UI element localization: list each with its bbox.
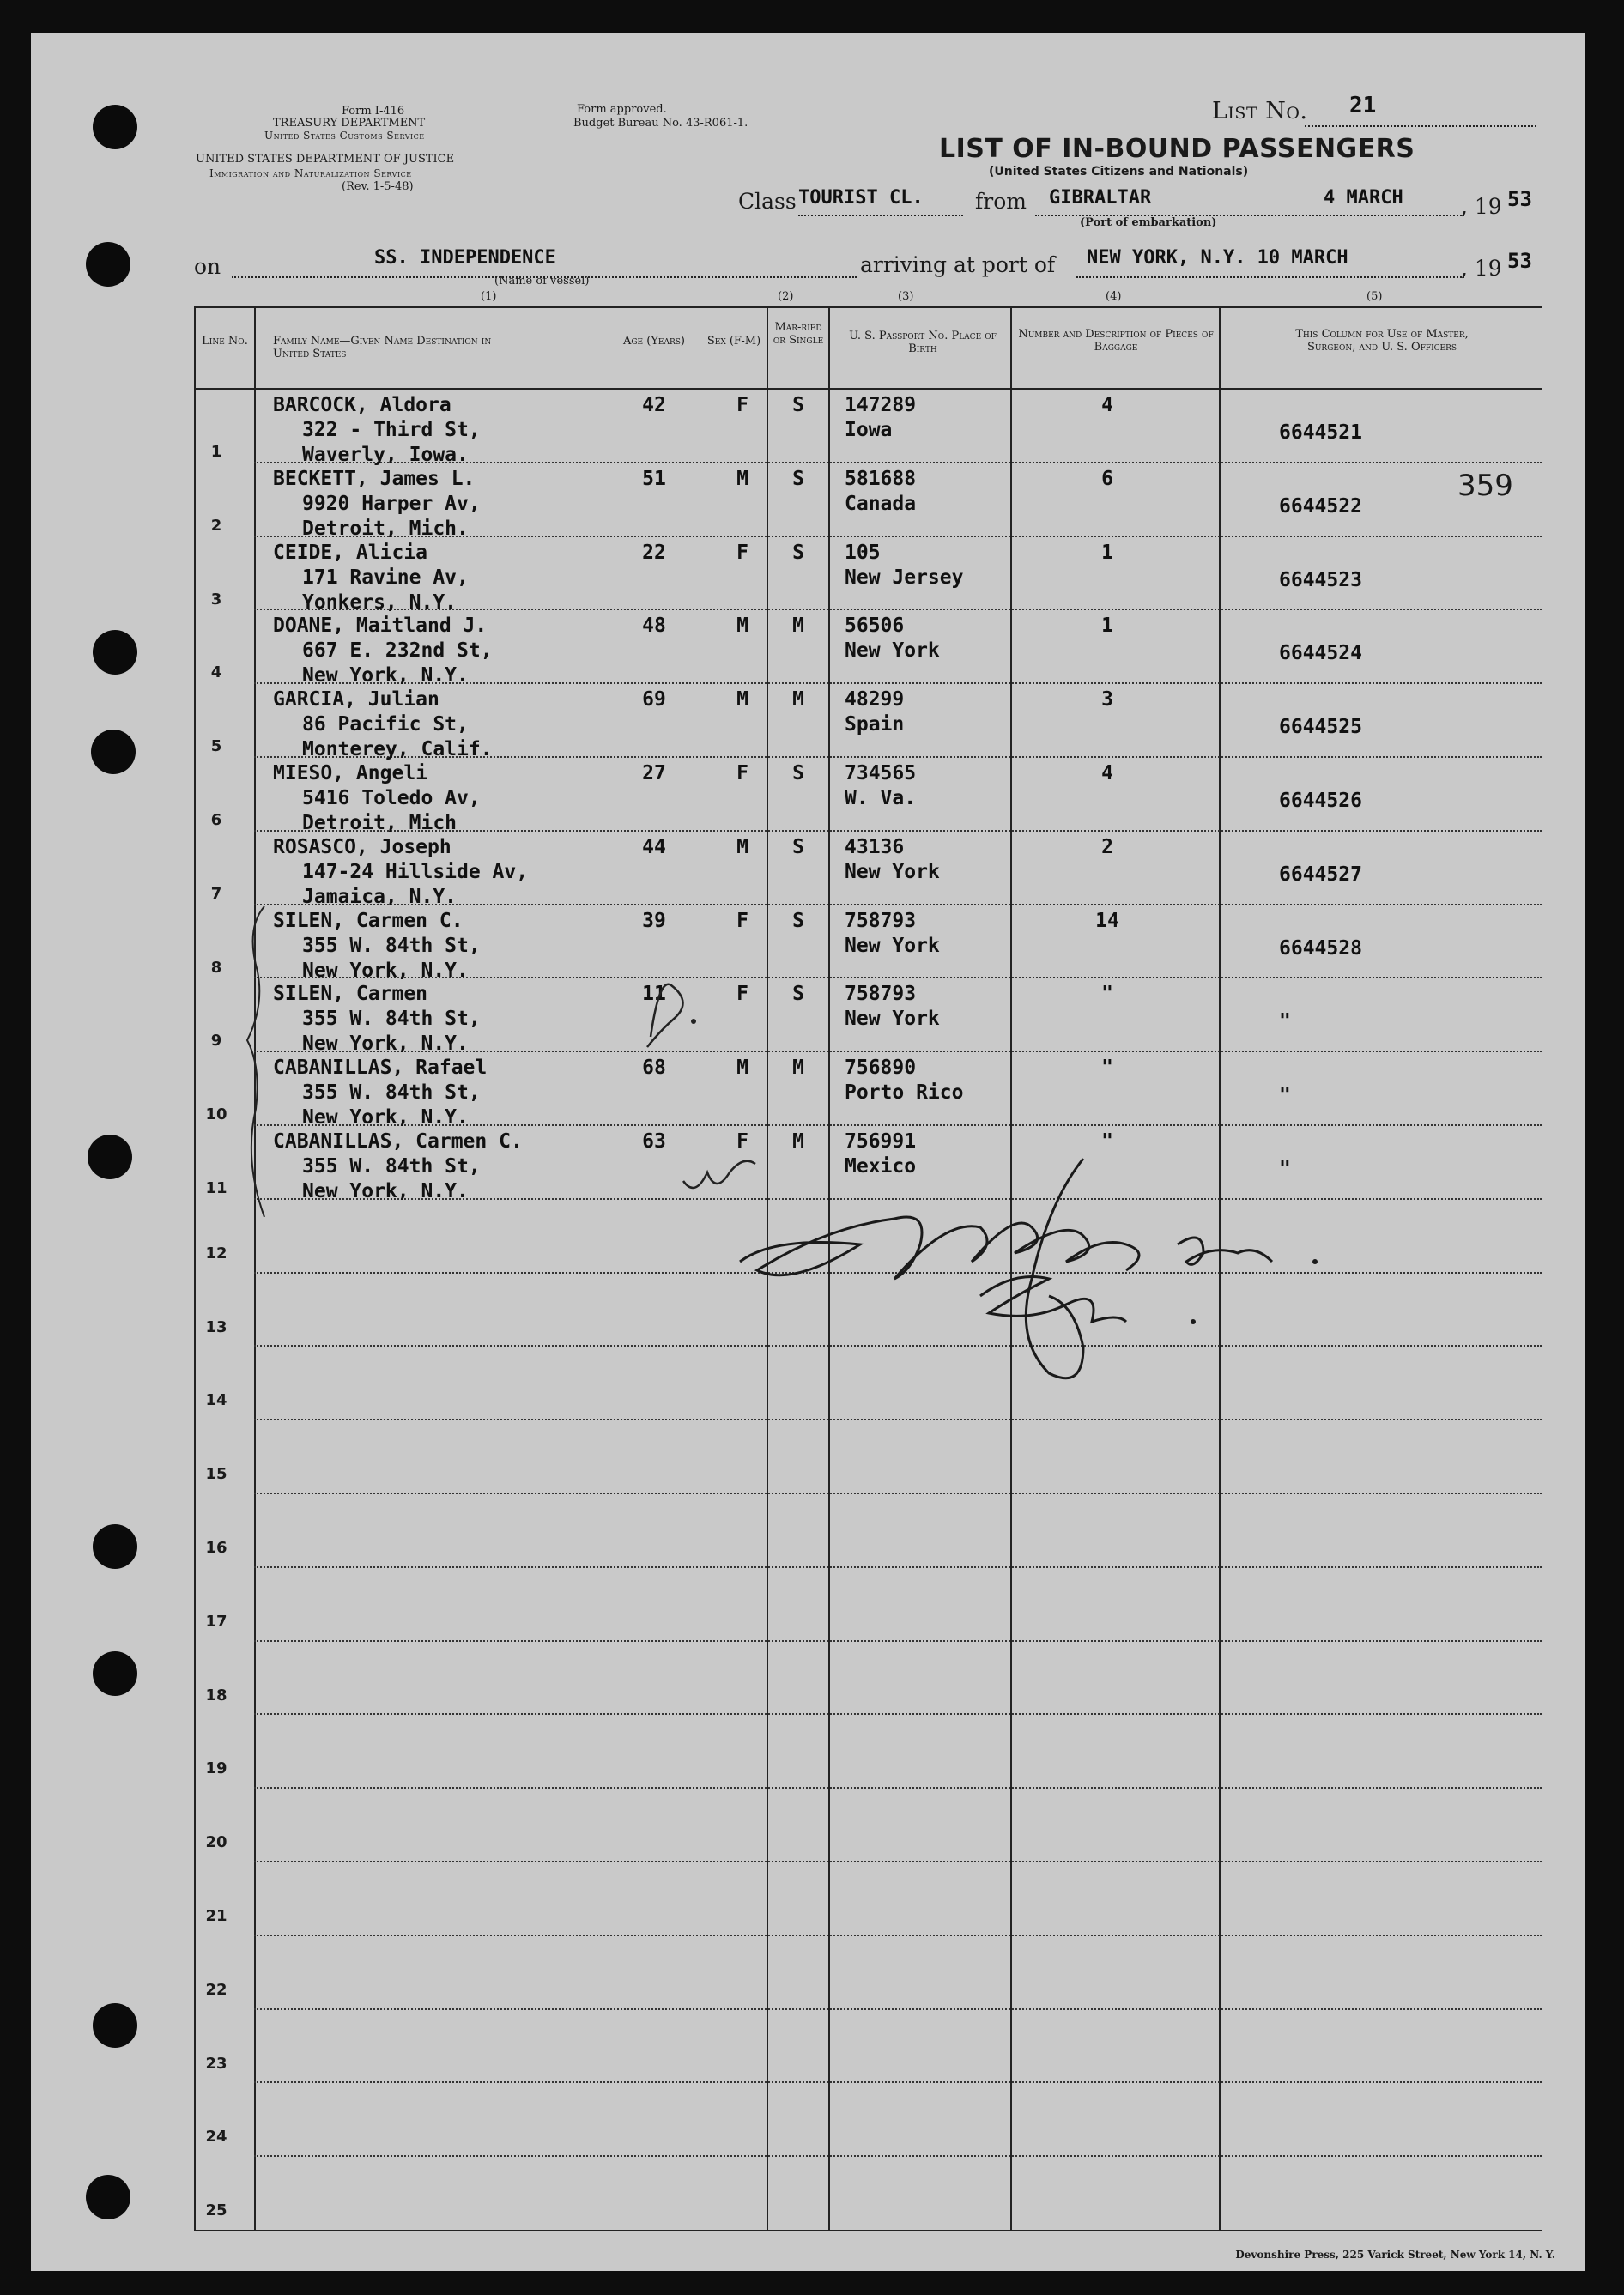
passport-number: 758793	[845, 909, 917, 932]
address-line-1: 355 W. 84th St,	[302, 1155, 481, 1178]
list-no-underline	[1305, 125, 1536, 127]
margin-page-number: 359	[1457, 469, 1513, 503]
address-line-2: New York, N.Y.	[302, 1106, 469, 1129]
table-bottom-border	[194, 2230, 1542, 2231]
address-line-2: New York, N.Y.	[302, 959, 469, 982]
vessel-name: SS. INDEPENDENCE	[374, 247, 556, 269]
col-head-officers: This Column for Use of Master, Surgeon, and U. S. Officers	[1295, 328, 1469, 354]
address-line-2: Monterey, Calif.	[302, 738, 493, 761]
married-status: S	[792, 909, 804, 932]
address-line-1: 355 W. 84th St,	[302, 1081, 481, 1105]
class-underline	[798, 215, 963, 216]
baggage-count: 4	[1101, 394, 1113, 416]
place-of-birth: Spain	[845, 713, 905, 736]
baggage-count: "	[1101, 983, 1113, 1006]
line-number: 23	[205, 2054, 227, 2073]
line-number: 14	[205, 1391, 227, 1410]
officer-number: "	[1279, 1084, 1291, 1107]
married-status: M	[792, 615, 804, 638]
page-title: LIST OF IN-BOUND PASSENGERS	[939, 134, 1415, 164]
list-no-value: 21	[1349, 93, 1377, 118]
passenger-name: GARCIA, Julian	[273, 688, 439, 712]
passport-number: 43136	[845, 835, 905, 858]
baggage-count: 14	[1095, 909, 1119, 932]
col-head-name: Family Name—Given Name Destination in United States	[273, 335, 492, 360]
handwritten-check-mark	[642, 968, 719, 1054]
justice-dept: UNITED STATES DEPARTMENT OF JUSTICE	[196, 153, 455, 166]
line-number: 20	[205, 1833, 227, 1852]
punch-hole	[93, 1651, 137, 1696]
col-num-5: (5)	[1366, 290, 1383, 303]
passenger-sex: M	[736, 835, 748, 858]
married-status: M	[792, 1130, 804, 1153]
married-status: S	[792, 762, 804, 784]
address-line-1: 147-24 Hillside Av,	[302, 860, 529, 883]
passenger-name: BECKETT, James L.	[273, 467, 476, 490]
line-number: 5	[210, 737, 222, 756]
col-divider-line	[254, 306, 256, 2231]
place-of-birth: New York	[845, 860, 940, 883]
revision-date: (Rev. 1-5-48)	[342, 180, 414, 193]
passenger-sex: M	[736, 1057, 748, 1080]
line-number: 10	[205, 1105, 227, 1124]
married-status: M	[792, 688, 804, 712]
col-head-sex: Sex (F-M)	[706, 335, 761, 348]
form-approved: Form approved.	[577, 103, 667, 116]
married-status: S	[792, 467, 804, 490]
embark-date: 4 MARCH	[1324, 187, 1403, 209]
punch-hole	[93, 105, 137, 149]
passenger-name: CABANILLAS, Rafael	[273, 1057, 488, 1080]
place-of-birth: Mexico	[845, 1155, 917, 1178]
address-line-2: New York, N.Y.	[302, 1032, 469, 1056]
col-head-baggage: Number and Description of Pieces of Baggage	[1018, 328, 1214, 354]
line-number: 15	[205, 1465, 227, 1484]
passenger-sex: F	[736, 541, 748, 564]
arrival-underline	[1076, 276, 1464, 278]
married-status: S	[792, 394, 804, 416]
list-no-label: List No.	[1212, 98, 1308, 124]
line-number: 24	[205, 2128, 227, 2147]
arrival-year-prefix: , 19	[1461, 256, 1502, 281]
passenger-name: SILEN, Carmen	[273, 983, 428, 1006]
line-number: 2	[210, 516, 222, 535]
place-of-birth: Canada	[845, 492, 917, 515]
officer-number: "	[1279, 1010, 1291, 1033]
passenger-age: 11	[642, 983, 666, 1006]
embark-year: 53	[1507, 187, 1532, 211]
passenger-sex: F	[736, 983, 748, 1006]
baggage-count: "	[1101, 1057, 1113, 1080]
passenger-age: 44	[642, 835, 666, 858]
page-subtitle: (United States Citizens and Nationals)	[989, 165, 1249, 179]
punch-hole	[91, 730, 136, 774]
address-line-2: Yonkers, N.Y.	[302, 590, 458, 614]
address-line-1: 667 E. 232nd St,	[302, 639, 493, 663]
address-line-1: 9920 Harper Av,	[302, 492, 481, 515]
passenger-name: BARCOCK, Aldora	[273, 394, 451, 416]
passport-number: 756991	[845, 1130, 917, 1153]
row-separator	[254, 1713, 1542, 1715]
address-line-2: Detroit, Mich	[302, 812, 458, 834]
line-number: 17	[205, 1612, 227, 1631]
row-separator	[254, 1861, 1542, 1862]
passenger-name: SILEN, Carmen C.	[273, 909, 464, 932]
address-line-1: 5416 Toledo Av,	[302, 787, 481, 809]
row-separator	[254, 2081, 1542, 2083]
passport-number: 105	[845, 541, 881, 564]
address-line-1: 171 Ravine Av,	[302, 566, 469, 589]
row-separator	[254, 1640, 1542, 1642]
arrival-year: 53	[1507, 249, 1532, 273]
punch-hole	[93, 2003, 137, 2048]
class-value: TOURIST CL.	[798, 187, 924, 209]
line-number: 12	[205, 1244, 227, 1263]
line-number: 18	[205, 1686, 227, 1705]
officer-number: 6644523	[1279, 568, 1362, 591]
line-number: 6	[210, 811, 222, 829]
from-label: from	[975, 189, 1027, 214]
col-head-age: Age (Years)	[622, 335, 686, 348]
line-number: 22	[205, 1980, 227, 1999]
row-separator	[254, 1566, 1542, 1568]
on-label: on	[194, 254, 221, 279]
treasury-dept: TREASURY DEPARTMENT	[273, 117, 426, 130]
baggage-count: 1	[1101, 541, 1113, 564]
form-number: Form I-416	[342, 105, 405, 118]
line-number: 21	[205, 1907, 227, 1925]
line-number: 4	[210, 663, 222, 682]
col-num-1: (1)	[481, 290, 497, 303]
married-status: M	[792, 1057, 804, 1080]
row-separator	[254, 2008, 1542, 2010]
ins-service: Immigration and Naturalization Service	[209, 167, 412, 179]
officer-number: 6644522	[1279, 494, 1362, 518]
passport-number: 734565	[845, 762, 917, 784]
address-line-1: 86 Pacific St,	[302, 713, 469, 736]
table-top-border	[194, 306, 1542, 308]
line-number: 16	[205, 1539, 227, 1557]
row-separator	[254, 1935, 1542, 1936]
officer-signature	[723, 1150, 1324, 1399]
officer-number: "	[1279, 1158, 1291, 1180]
place-of-birth: New York	[845, 1008, 940, 1031]
punch-hole	[93, 630, 137, 675]
place-of-birth: New Jersey	[845, 566, 964, 589]
passport-number: 48299	[845, 688, 905, 712]
place-of-birth: Iowa	[845, 419, 893, 441]
col-head-line: Line No.	[202, 335, 248, 348]
passenger-age: 22	[642, 541, 666, 564]
line-number: 9	[210, 1032, 222, 1051]
married-status: S	[792, 835, 804, 858]
line-number: 8	[210, 958, 222, 977]
year-prefix: , 19	[1461, 194, 1502, 219]
baggage-count: 6	[1101, 467, 1113, 490]
line-number: 13	[205, 1317, 227, 1336]
passenger-name: ROSASCO, Joseph	[273, 835, 451, 858]
passport-number: 147289	[845, 394, 917, 416]
passenger-age: 63	[642, 1130, 666, 1153]
row-separator	[254, 1493, 1542, 1494]
col-head-married: Mar-ried or Single	[773, 321, 824, 347]
passenger-sex: F	[736, 909, 748, 932]
from-value: GIBRALTAR	[1049, 187, 1152, 209]
family-bracket-mark	[239, 903, 273, 1220]
line-number: 25	[205, 2201, 227, 2220]
address-line-2: Jamaica, N.Y.	[302, 885, 458, 908]
line-number: 3	[210, 590, 222, 609]
printer-imprint: Devonshire Press, 225 Varick Street, New York 14, N. Y.	[1235, 2249, 1555, 2261]
row-separator	[254, 1419, 1542, 1420]
port-caption: (Port of embarkation)	[1080, 216, 1217, 229]
passport-number: 758793	[845, 983, 917, 1006]
punch-hole	[86, 242, 130, 287]
passenger-name: CABANILLAS, Carmen C.	[273, 1130, 523, 1153]
baggage-count: 4	[1101, 762, 1113, 784]
passenger-age: 39	[642, 909, 666, 932]
baggage-count: "	[1101, 1130, 1113, 1153]
arriving-label: arriving at port of	[860, 252, 1056, 277]
baggage-count: 3	[1101, 688, 1113, 712]
address-line-2: Waverly, Iowa.	[302, 444, 469, 466]
col-num-2: (2)	[778, 290, 794, 303]
passenger-age: 27	[642, 762, 666, 784]
address-line-1: 355 W. 84th St,	[302, 934, 481, 957]
baggage-count: 2	[1101, 835, 1113, 858]
officer-number: 6644524	[1279, 642, 1362, 665]
place-of-birth: W. Va.	[845, 787, 917, 809]
passenger-sex: F	[736, 394, 748, 416]
place-of-birth: Porto Rico	[845, 1081, 964, 1105]
address-line-2: New York, N.Y.	[302, 1180, 469, 1202]
passport-number: 581688	[845, 467, 917, 490]
line-number: 1	[210, 443, 222, 461]
married-status: S	[792, 983, 804, 1006]
vessel-caption: (Name of vessel)	[494, 275, 590, 288]
line-number: 11	[205, 1179, 227, 1197]
passenger-name: MIESO, Angeli	[273, 762, 428, 784]
class-label: Class	[738, 189, 797, 214]
passenger-name: DOANE, Maitland J.	[273, 615, 488, 638]
col-num-3: (3)	[898, 290, 914, 303]
address-line-2: Detroit, Mich.	[302, 517, 469, 540]
line-number: 7	[210, 884, 222, 903]
address-line-1: 355 W. 84th St,	[302, 1008, 481, 1031]
punch-hole	[86, 2175, 130, 2219]
passenger-age: 51	[642, 467, 666, 490]
passenger-sex: M	[736, 688, 748, 712]
passenger-age: 48	[642, 615, 666, 638]
budget-bureau: Budget Bureau No. 43-R061-1.	[573, 117, 748, 130]
passenger-sex: M	[736, 467, 748, 490]
punch-hole	[88, 1135, 132, 1179]
row-separator	[254, 1787, 1542, 1789]
col-num-4: (4)	[1106, 290, 1122, 303]
passenger-age: 69	[642, 688, 666, 712]
col-head-passport: U. S. Passport No. Place of Birth	[849, 330, 997, 355]
line-number: 19	[205, 1759, 227, 1778]
address-line-1: 322 - Third St,	[302, 419, 481, 441]
row-separator	[254, 2155, 1542, 2157]
customs-service: United States Customs Service	[264, 130, 425, 142]
place-of-birth: New York	[845, 639, 940, 663]
address-line-2: New York, N.Y.	[302, 664, 469, 687]
place-of-birth: New York	[845, 934, 940, 957]
married-status: S	[792, 541, 804, 564]
arrival-port: NEW YORK, N.Y. 10 MARCH	[1087, 247, 1348, 269]
officer-number: 6644526	[1279, 790, 1362, 812]
passenger-age: 42	[642, 394, 666, 416]
passenger-sex: F	[736, 762, 748, 784]
baggage-count: 1	[1101, 615, 1113, 638]
passenger-age: 68	[642, 1057, 666, 1080]
officer-number: 6644525	[1279, 716, 1362, 739]
header-bottom-border	[194, 388, 1542, 390]
passenger-name: CEIDE, Alicia	[273, 541, 428, 564]
passenger-sex: M	[736, 615, 748, 638]
passport-number: 56506	[845, 615, 905, 638]
officer-number: 6644521	[1279, 421, 1362, 444]
passport-number: 756890	[845, 1057, 917, 1080]
punch-hole	[93, 1524, 137, 1569]
officer-number: 6644528	[1279, 936, 1362, 960]
passenger-sex: F	[736, 1130, 748, 1153]
officer-number: 6644527	[1279, 863, 1362, 886]
